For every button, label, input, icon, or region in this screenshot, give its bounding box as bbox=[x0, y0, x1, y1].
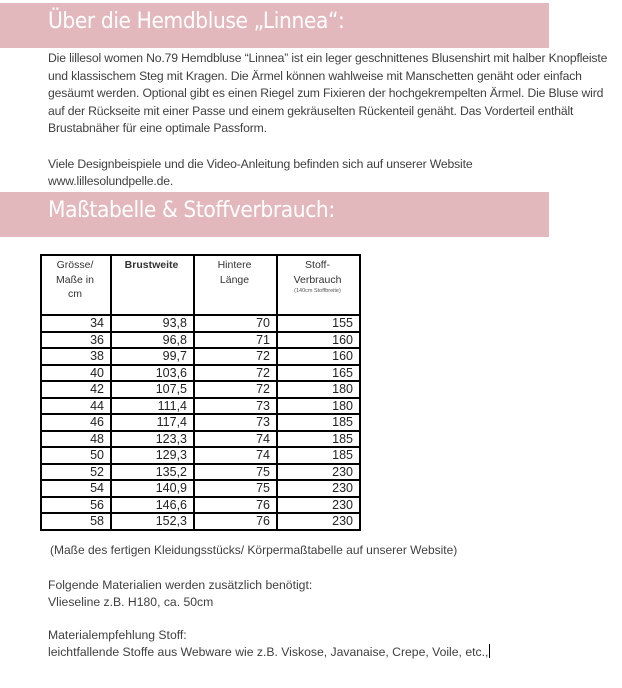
cell-size[interactable]: 56 bbox=[41, 497, 111, 514]
cell-back-length[interactable]: 73 bbox=[194, 398, 277, 415]
cell-fabric-usage[interactable]: 160 bbox=[277, 332, 360, 349]
website-paragraph[interactable] bbox=[48, 156, 613, 191]
cell-fabric-usage[interactable]: 230 bbox=[277, 480, 360, 497]
cell-fabric-usage[interactable]: 180 bbox=[277, 398, 360, 415]
materials-value[interactable]: Vlieseline z.B. H180, ca. 50cm bbox=[48, 595, 214, 609]
cell-chest-width[interactable]: 103,6 bbox=[111, 365, 194, 382]
cell-chest-width[interactable]: 123,3 bbox=[111, 431, 194, 448]
cell-chest-width[interactable]: 129,3 bbox=[111, 447, 194, 464]
cell-size[interactable]: 48 bbox=[41, 431, 111, 448]
cell-chest-width[interactable]: 140,9 bbox=[111, 480, 194, 497]
cell-fabric-usage[interactable]: 180 bbox=[277, 381, 360, 398]
table-row bbox=[41, 398, 360, 415]
cell-back-length[interactable]: 76 bbox=[194, 497, 277, 514]
table-row bbox=[41, 497, 360, 514]
cell-fabric-usage[interactable]: 185 bbox=[277, 414, 360, 431]
table-row bbox=[41, 315, 360, 332]
materials-section[interactable] bbox=[48, 577, 490, 661]
section-banner-about bbox=[0, 3, 549, 48]
cell-back-length[interactable]: 74 bbox=[194, 431, 277, 448]
website-text: Viele Designbeispiele und die Video-Anleitung befinden sich auf unserer Website bbox=[48, 156, 473, 171]
cell-fabric-usage[interactable]: 230 bbox=[277, 464, 360, 481]
table-note[interactable]: (Maße des fertigen Kleidungsstücks/ Körpermaßtabelle auf unserer Website) bbox=[50, 543, 458, 557]
fabric-width-note: (140cm Stoffbreite) bbox=[294, 288, 341, 294]
cell-size[interactable]: 44 bbox=[41, 398, 111, 415]
cell-back-length[interactable]: 71 bbox=[194, 332, 277, 349]
size-table[interactable] bbox=[40, 254, 361, 531]
table-row bbox=[41, 431, 360, 448]
table-row bbox=[41, 464, 360, 481]
cell-back-length[interactable]: 73 bbox=[194, 414, 277, 431]
table-row bbox=[41, 480, 360, 497]
table-row bbox=[41, 414, 360, 431]
intro-text[interactable] bbox=[48, 50, 613, 191]
cell-fabric-usage[interactable]: 185 bbox=[277, 431, 360, 448]
table-body bbox=[41, 315, 360, 530]
cell-fabric-usage[interactable]: 155 bbox=[277, 315, 360, 332]
table-row bbox=[41, 365, 360, 382]
cell-chest-width[interactable]: 107,5 bbox=[111, 381, 194, 398]
header-size: Grösse/ Maße in cm bbox=[41, 255, 111, 315]
cell-chest-width[interactable]: 117,4 bbox=[111, 414, 194, 431]
cell-chest-width[interactable]: 146,6 bbox=[111, 497, 194, 514]
section-heading-about: Über die Hemdbluse „Linnea“: bbox=[48, 8, 345, 34]
cell-fabric-usage[interactable]: 160 bbox=[277, 348, 360, 365]
cell-back-length[interactable]: 72 bbox=[194, 381, 277, 398]
table-row bbox=[41, 447, 360, 464]
cell-size[interactable]: 38 bbox=[41, 348, 111, 365]
cell-chest-width[interactable]: 99,7 bbox=[111, 348, 194, 365]
cell-back-length[interactable]: 72 bbox=[194, 365, 277, 382]
cell-chest-width[interactable]: 152,3 bbox=[111, 513, 194, 530]
cell-fabric-usage[interactable]: 230 bbox=[277, 513, 360, 530]
cell-size[interactable]: 52 bbox=[41, 464, 111, 481]
cell-size[interactable]: 36 bbox=[41, 332, 111, 349]
fabric-recommendation-heading[interactable]: Materialempfehlung Stoff: bbox=[48, 628, 187, 642]
cell-fabric-usage[interactable]: 165 bbox=[277, 365, 360, 382]
header-back-length: Hintere Länge bbox=[194, 255, 277, 315]
section-banner-size-table bbox=[0, 192, 549, 237]
cell-back-length[interactable]: 76 bbox=[194, 513, 277, 530]
cell-fabric-usage[interactable]: 185 bbox=[277, 447, 360, 464]
cell-size[interactable]: 42 bbox=[41, 381, 111, 398]
text-cursor bbox=[489, 644, 490, 658]
table-header-row bbox=[41, 255, 360, 315]
cell-chest-width[interactable]: 135,2 bbox=[111, 464, 194, 481]
cell-size[interactable]: 40 bbox=[41, 365, 111, 382]
section-heading-size-table: Maßtabelle & Stoffverbrauch: bbox=[48, 197, 335, 223]
cell-back-length[interactable]: 70 bbox=[194, 315, 277, 332]
cell-chest-width[interactable]: 93,8 bbox=[111, 315, 194, 332]
cell-size[interactable]: 46 bbox=[41, 414, 111, 431]
website-url[interactable]: www.lillesolundpelle.de. bbox=[48, 174, 174, 189]
cell-chest-width[interactable]: 96,8 bbox=[111, 332, 194, 349]
header-fabric-usage: Stoff- Verbrauch (140cm Stoffbreite) bbox=[277, 255, 360, 315]
cell-size[interactable]: 50 bbox=[41, 447, 111, 464]
cell-back-length[interactable]: 75 bbox=[194, 464, 277, 481]
description-paragraph[interactable]: Die lillesol women No.79 Hemdbluse “Linnea” ist ein leger geschnittenes Blusenshirt mit halber Knopfleiste und klassischem Steg mit Kragen. Die Ärmel können wahlweise mit Manschetten genäht oder einfach gesäumt werden. Optional gibt es einen Riegel zum Fixieren der hochgekrempelten Ärmel. Die Bluse wird auf der Rückseite mit einer Passe und einem gekräuselten Rückenteil genäht. Das Vorderteil enthält Brustabnäher für eine optimale Passform. bbox=[48, 51, 608, 136]
cell-back-length[interactable]: 74 bbox=[194, 447, 277, 464]
table-row bbox=[41, 332, 360, 349]
table-row bbox=[41, 348, 360, 365]
cell-chest-width[interactable]: 111,4 bbox=[111, 398, 194, 415]
materials-heading[interactable]: Folgende Materialien werden zusätzlich benötigt: bbox=[48, 578, 313, 592]
header-chest-width: Brustweite bbox=[111, 255, 194, 315]
fabric-recommendation-value[interactable]: leichtfallende Stoffe aus Webware wie z.B. Viskose, Javanaise, Crepe, Voile, etc., bbox=[48, 645, 489, 659]
cell-size[interactable]: 34 bbox=[41, 315, 111, 332]
cell-size[interactable]: 58 bbox=[41, 513, 111, 530]
cell-fabric-usage[interactable]: 230 bbox=[277, 497, 360, 514]
cell-back-length[interactable]: 75 bbox=[194, 480, 277, 497]
table-row bbox=[41, 381, 360, 398]
cell-back-length[interactable]: 72 bbox=[194, 348, 277, 365]
table-row bbox=[41, 513, 360, 530]
cell-size[interactable]: 54 bbox=[41, 480, 111, 497]
